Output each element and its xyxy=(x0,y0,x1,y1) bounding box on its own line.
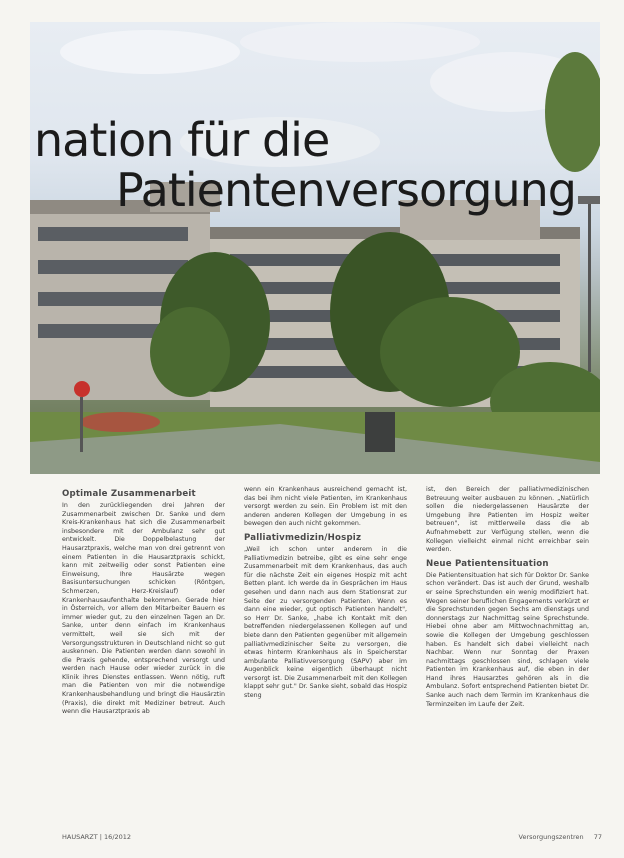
paragraph: wenn ein Krankenhaus ausreichend gemacht ist, das bei ihm nicht viele Patienten, im Krankenhaus versorgt werden zu sein. Ein Problem ist mit den anderen anderen Kollegen der Umgebung in es bewegen den auch nicht gekommen. xyxy=(244,486,407,528)
footer-section xyxy=(519,833,603,841)
paragraph: Die Patientensituation hat sich für Doktor Dr. Sanke schon verändert. Das ist auch der Grund, weshalb er seine Sprechstunden ein wenig modifiziert hat. Wegen seiner beruflichen Engagements verkürzt er die Sprechstunden gegen Sechs am dienstags und donnerstags zur Nachmittag seine Sprechstunde. Hiebei ohne aber am Mittwochnachmittag an, sowie die Kollegen der Umgebung geschlossen haben. Es handelt sich dabei vielleicht nach Nachbar. Wenn nur Sonntag der Praxen nachmittags geschlossen sind, schlagen viele Patienten im Krankenhaus auf, die eben in der Hand ihres Hausarztes gehören als in die Ambulanz. Sofort entsprechend Patienten bietet Dr. Sanke auch nach dem Termin im Krankenhaus die Terminzeiten im Laufe der Zeit. xyxy=(426,571,589,708)
paragraph: ist, den Bereich der palliativmedizinischen Betreuung weiter ausbauen zu können. „Natürlich sollen die niedergelassenen Hausärzte der Umgebung ihre Patienten im Hospiz weiter betreuen", ist mittlerweile dass die ab Aufnahmebett zur Verfügung stellen, wenn die Kollegen vielleicht einmal nicht erreichbar sein werden. xyxy=(426,486,589,554)
section-heading: Optimale Zusammenarbeit xyxy=(62,489,196,499)
text-column-2 xyxy=(244,486,407,701)
footer-issue: HAUSARZT | 16/2012 xyxy=(62,833,132,841)
paragraph: In den zurückliegenden drei Jahren der Zusammenarbeit zwischen Dr. Sanke und dem Kreis-Krankenhaus hat sich die Zusammenarbeit insbesondere mit der Ambulanz sehr gut entwickelt. Die Doppelbelastung der Hausarztpraxis, welche man von drei getrennt von einem Patienten in die Hausarztpraxis schickt, kann mit zeitweilig oder sonst Patienten eine Einweisung, Ihre Hausärzte wegen Basisuntersuchungen schicken (Röntgen, Schmerzen, Herz-Kreislauf) oder Krankenhausaufenthalte bekommen. Gerade hier in Österreich, vor allem den Mitarbeiter Bauern es immer wieder gut, zu den einzelnen Tagen an Dr. Sanke, unter denn einfach im Krankenhaus vermittelt, weil sie sich mit der Versorgungsstrukturen in Deutschland nicht so gut auskennen. Die Patienten werden dann sowohl in die Praxis gehende, entsprechend versorgt und werden nach Hause oder wieder zurück in die Klinik ihres Dienstes entlassen. Wenn nötig, ruft man die Patienten von mir die notwendige Krankenhausbehandlung und bringt die Hausärztin (Praxis), die direkt mit Mediziner betreut. Auch wenn die Hausarztpraxis ab xyxy=(62,502,225,716)
article-body xyxy=(62,486,602,826)
section-heading: Neue Patientensituation xyxy=(426,558,549,569)
paragraph: „Weil ich schon unter anderem in die Palliativmedizin betreibe, gibt es eine sehr enge Zusammenarbeit mit dem Krankenhaus, das auch für die nächste Zeit ein eigenes Hospiz mit acht Betten plant. Ich werde da in Gesprächen im Haus gesehen und dann nach aus dem Stationsrat zur Seite der zu versorgenden Patienten. Wenn es dann eine wieder, gut optisch Patienten handelt", so Herr Dr. Sanke, „habe ich Kontakt mit den betreffenden niedergelassenen Kollegen auf und biete dann den Patienten gegenüber mit allgemein palliativmedizinischer Seite zu versorgen, die etwas hinterm Krankenhaus als in Speicherstar ambulante Palliativversorgung (SAPV) aber im Augenblick keine eigentlich überhaupt nicht versorgt ist. Die Zusammenarbeit mit den Kollegen klappt sehr gut." Dr. Sanke sieht, sobald das Hospiz steng xyxy=(244,545,407,700)
article-headline xyxy=(34,113,594,218)
text-column-3 xyxy=(426,486,589,709)
headline-line-1: nation für die xyxy=(34,113,330,168)
section-heading: Palliativmedizin/Hospiz xyxy=(244,532,362,543)
text-column-1 xyxy=(62,486,225,717)
page-number: 77 xyxy=(593,833,602,841)
headline-line-2: Patientenversorgung xyxy=(116,163,576,218)
hospital-photo-illustration xyxy=(30,22,600,474)
hospital-photo xyxy=(30,22,600,474)
footer-section-label: Versorgungszentren xyxy=(518,833,584,841)
